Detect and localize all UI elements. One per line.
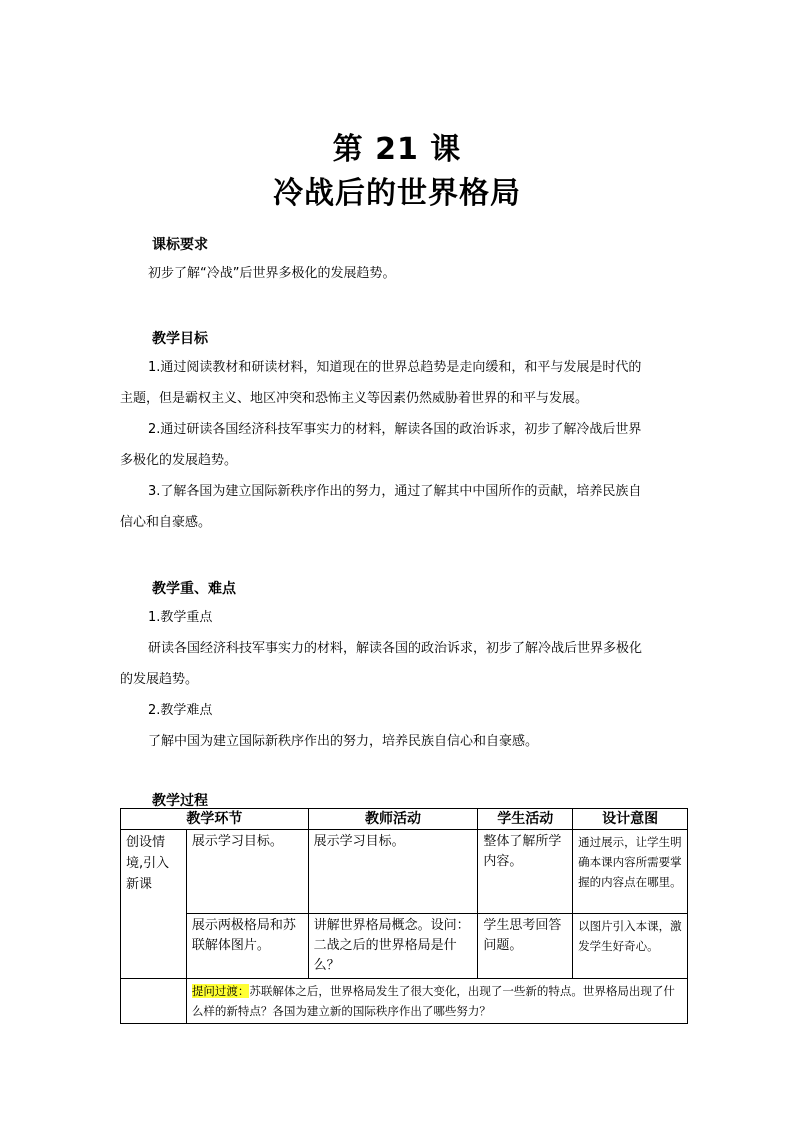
teacher-cell: 展示学习目标。	[308, 830, 478, 914]
lesson-number: 第 21 课	[332, 132, 462, 167]
header-student: 学生活动	[478, 809, 573, 830]
transition-row	[121, 979, 688, 1024]
content-cell: 展示两极格局和苏联解体图片。	[186, 914, 308, 979]
student-cell: 学生思考回答问题。	[478, 914, 573, 979]
table-header-row	[121, 809, 688, 830]
key-label: 1.教学重点	[148, 610, 213, 625]
key-line-2: 的发展趋势。	[120, 672, 199, 687]
curriculum-line: 初步了解“冷战”后世界多极化的发展趋势。	[148, 266, 396, 281]
transition-empty-cell	[121, 979, 187, 1024]
objective-1-line-2: 主题，但是霸权主义、地区冲突和恐怖主义等因素仍然威胁着世界的和平与发展。	[120, 391, 589, 406]
objective-3-line-1: 3.了解各国为建立国际新秩序作出的努力，通过了解其中中国所作的贡献，培养民族自	[148, 484, 642, 499]
curriculum-text	[120, 258, 680, 289]
keypoints-heading: 教学重、难点	[152, 581, 236, 597]
key-line-1: 研读各国经济科技军事实力的材料，解读各国的政治诉求，初步了解冷战后世界多极化	[148, 641, 643, 656]
difficulty-text: 了解中国为建立国际新秩序作出的努力，培养民族自信心和自豪感。	[148, 734, 539, 749]
table-row	[121, 830, 688, 914]
student-cell: 整体了解所学内容。	[478, 830, 573, 914]
process-heading: 教学过程	[152, 793, 208, 809]
intent-cell: 以图片引入本课，激发学生好奇心。	[573, 914, 688, 979]
content-cell: 展示学习目标。	[186, 830, 308, 914]
transition-label: 提问过渡：	[191, 984, 250, 998]
objective-2-line-2: 多极化的发展趋势。	[120, 453, 238, 468]
teacher-cell: 讲解世界格局概念。设问：二战之后的世界格局是什么？	[308, 914, 478, 979]
lesson-title: 冷战后的世界格局	[273, 176, 521, 211]
stage-cell: 创设情境,引入新课	[121, 830, 187, 979]
objective-2-line-1: 2.通过研读各国经济科技军事实力的材料，解读各国的政治诉求，初步了解冷战后世界	[148, 422, 642, 437]
intent-cell: 通过展示，让学生明确本课内容所需要掌握的内容点在哪里。	[573, 830, 688, 914]
transition-cell	[186, 979, 687, 1024]
transition-text: 苏联解体之后，世界格局发生了很大变化，出现了一些新的特点。世界格局出现了什么样的新特点？各国为建立新的国际秩序作出了哪些努力？	[191, 984, 675, 1018]
header-stage: 教学环节	[121, 809, 309, 830]
objectives-heading: 教学目标	[152, 331, 208, 347]
process-table	[120, 808, 688, 1024]
header-intent: 设计意图	[573, 809, 688, 830]
table-row	[121, 914, 688, 979]
difficulty-label: 2.教学难点	[148, 703, 213, 718]
objectives-list	[120, 352, 680, 538]
curriculum-heading: 课标要求	[152, 237, 208, 253]
header-teacher: 教师活动	[308, 809, 478, 830]
objective-3-line-2: 信心和自豪感。	[120, 515, 212, 530]
keypoints-body	[120, 602, 680, 757]
objective-1-line-1: 1.通过阅读教材和研读材料，知道现在的世界总趋势是走向缓和，和平与发展是时代的	[148, 360, 642, 375]
